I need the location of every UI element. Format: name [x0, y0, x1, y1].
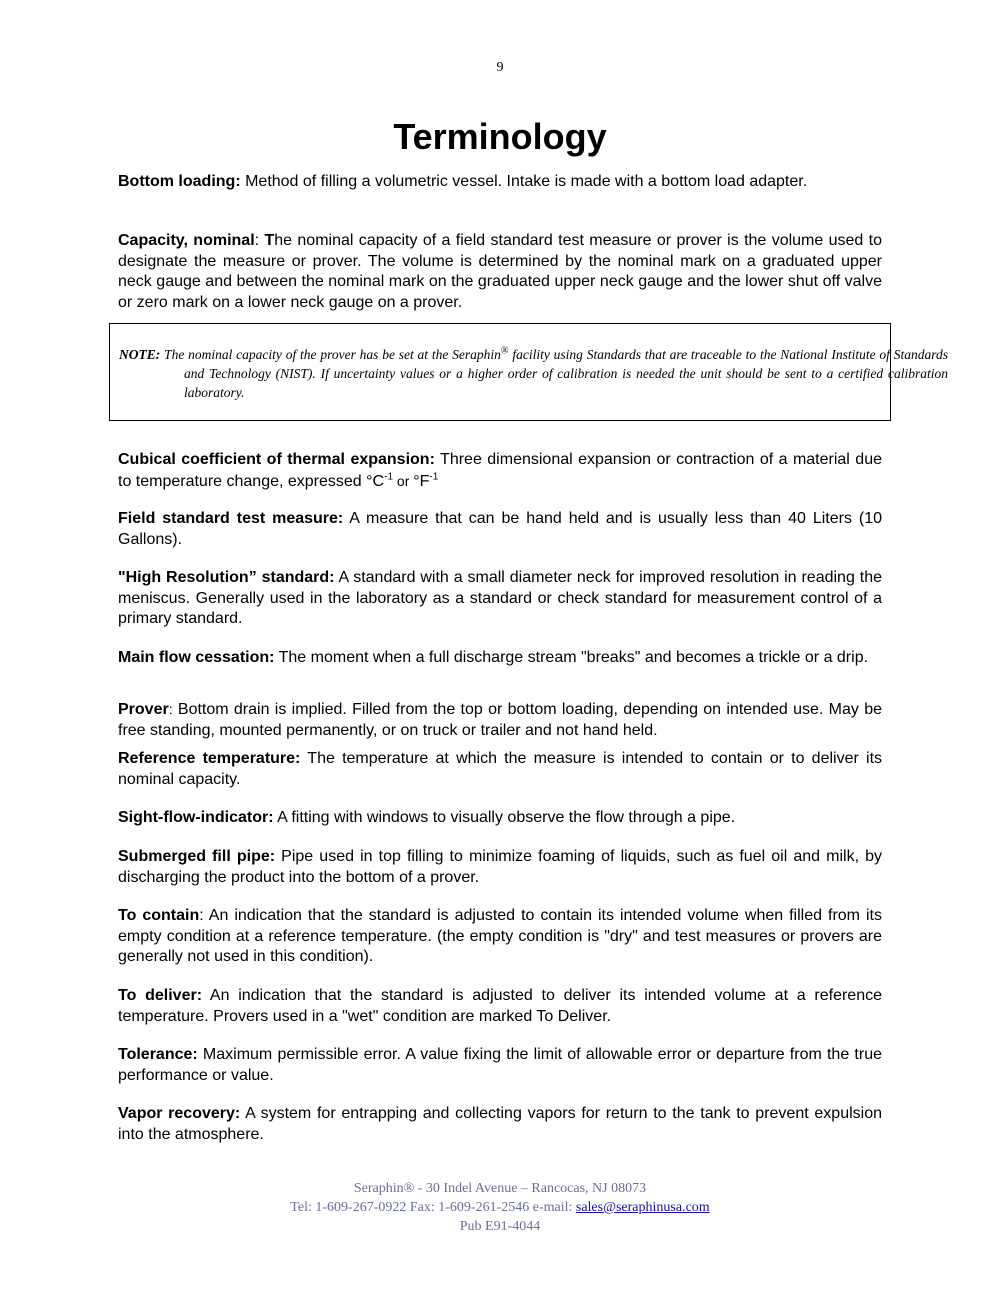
definition-to-contain [118, 906, 882, 968]
term: To deliver: [118, 987, 203, 1004]
definition-cubical-coefficient [118, 450, 882, 492]
definition-text: Maximum permissible error. A value fixing the limit of allowable error or departure from the true performance or value. [118, 1046, 882, 1084]
definition-wrap [118, 986, 882, 1027]
definition-text-pre: : [254, 232, 265, 249]
term: To contain [118, 907, 200, 924]
definition-wrap [118, 808, 882, 829]
definition-wrap [118, 568, 882, 630]
definition-vapor-recovery [118, 1104, 882, 1145]
definition-cubical-wrap [118, 450, 882, 492]
definition-text: A system for entrapping and collecting vapors for return to the tank to prevent expulsion into the atmosphere. [118, 1105, 883, 1143]
definition-submerged-fill [118, 847, 882, 888]
definition-text: The temperature at which the measure is intended to contain or to deliver its nominal capacity. [118, 750, 883, 788]
definition-text: Three dimensional expansion or contraction of a material due to temperature change, expressed °C [118, 451, 882, 490]
term: Field standard test measure: [118, 510, 344, 527]
definition-wrap [118, 1104, 882, 1145]
note-text-b: facility using Standards that are traceable to the National Institute of Standards and Technology (NIST). If uncertainty values or a higher order of calibration is needed the unit should be sent to a certified calibration laboratory. [184, 347, 948, 400]
term: Prover [118, 701, 169, 718]
definition-text: A fitting with windows to visually observe the flow through a pipe. [273, 809, 736, 826]
definition-reference-temperature [118, 749, 882, 790]
definition-to-deliver [118, 986, 882, 1027]
definition-bottom-loading [118, 172, 882, 193]
footer-address: Seraphin® - 30 Indel Avenue – Rancocas, NJ 08073 [353, 1181, 647, 1196]
term-letter: T [264, 232, 275, 249]
definition-high-resolution [118, 568, 882, 630]
definition-text: Method of filling a volumetric vessel. Intake is made with a bottom load adapter. [240, 173, 808, 190]
note-label: NOTE: [119, 347, 161, 362]
definition-wrap [118, 906, 882, 968]
page-title: Terminology [393, 116, 607, 157]
definition-text: Bottom drain is implied. Filled from the top or bottom loading, depending on intended use. May be free standing, mounted permanently, or on truck or trailer and not hand held. [118, 701, 882, 739]
term: Cubical coefficient of thermal expansion: [118, 451, 435, 468]
definition-tolerance [118, 1045, 882, 1086]
superscript: -1 [429, 471, 439, 483]
term: Sight-flow-indicator: [118, 809, 274, 826]
footer-pub-number: Pub E91-4044 [459, 1219, 541, 1234]
definitions-top-2 [118, 231, 882, 313]
term: Bottom loading: [118, 173, 241, 190]
term: Vapor recovery: [118, 1105, 241, 1122]
definition-text: A measure that can be hand held and is usually less than 40 Liters (10 Gallons). [118, 510, 883, 548]
definition-wrap [118, 509, 882, 550]
definition-wrap [118, 648, 882, 669]
term: Submerged fill pipe: [118, 848, 276, 865]
or-text: or [393, 472, 414, 489]
definition-field-standard [118, 509, 882, 550]
email-link[interactable]: sales@seraphinusa.com [575, 1200, 710, 1215]
registered-mark: ® [500, 345, 509, 357]
definition-capacity-nominal [118, 231, 882, 313]
term: Main flow cessation: [118, 649, 275, 666]
superscript: -1 [384, 471, 394, 483]
definition-text: : An indication that the standard is adjusted to contain its intended volume when filled from its empty condition at a reference temperature. (the empty condition is "dry" and test measures or provers are generally not used in this condition). [118, 907, 882, 966]
note-text [119, 345, 948, 402]
page-number: 9 [496, 60, 504, 75]
definitions-top [118, 172, 882, 193]
note-text-a: The nominal capacity of the prover has be set at the Seraphin [160, 347, 501, 362]
unit: °F [413, 472, 430, 490]
note-box [109, 323, 948, 421]
definition-wrap [118, 749, 882, 790]
definition-text: Pipe used in top filling to minimize foaming of liquids, such as fuel oil and milk, by discharging the product into the bottom of a prover. [118, 848, 883, 886]
definition-main-flow [118, 648, 882, 669]
term: "High Resolution” standard: [118, 569, 335, 586]
term: Reference temperature: [118, 750, 301, 767]
definition-text: An indication that the standard is adjusted to deliver its intended volume at a reference temperature. Provers used in a "wet" condition are marked To Deliver. [118, 987, 883, 1025]
footer-phone-fax: Tel: 1-609-267-0922 Fax: 1-609-261-2546 e-mail: [290, 1200, 576, 1215]
definition-text: The moment when a full discharge stream "breaks" and becomes a trickle or a drip. [274, 649, 869, 666]
definition-wrap [118, 1045, 882, 1086]
definition-text: he nominal capacity of a field standard test measure or prover is the volume used to designate the measure or prover. The volume is determined by the nominal mark on a graduated upper neck gauge and between the nominal mark on the graduated upper neck gauge and the lower shut off valve or zero mark on a lower neck gauge on a prover. [118, 232, 883, 311]
term-suffix: : [168, 701, 173, 717]
term: Tolerance: [118, 1046, 198, 1063]
definition-sight-flow [118, 808, 882, 829]
definition-wrap [118, 699, 882, 741]
definition-text: A standard with a small diameter neck for improved resolution in reading the meniscus. Generally used in the laboratory as a standard or check standard for measurement control of a primary standard. [118, 569, 882, 628]
definition-wrap [118, 847, 882, 888]
page-footer [0, 1179, 1000, 1236]
term: Capacity, nominal [118, 232, 255, 249]
footer-contact [0, 1198, 1000, 1217]
definition-prover [118, 699, 882, 741]
